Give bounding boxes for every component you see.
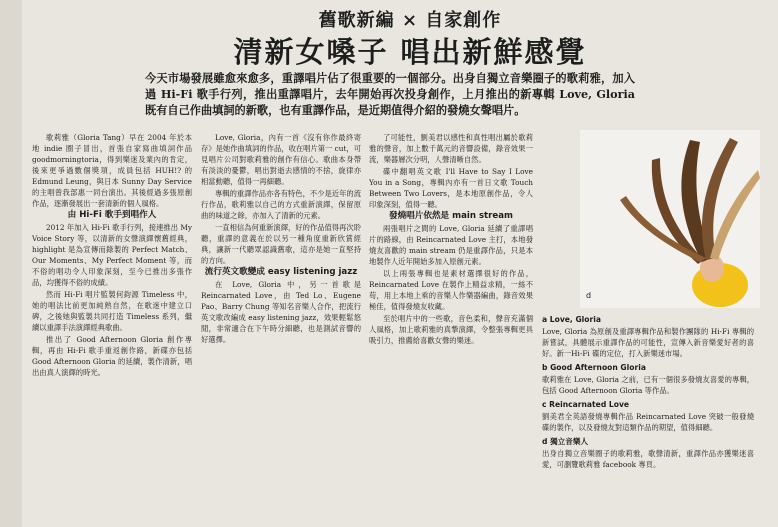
section-subheading: 由 Hi-Fi 歌手到唱作人 bbox=[67, 210, 157, 220]
caption-title: d 獨立音樂人 bbox=[542, 437, 589, 446]
paragraph: 以上兩張專輯也是素材選擇很好的作品，Reincarnated Love 在製作上精益求精，一絲不苟，用上本地上乘的音樂人作樂器編曲，錄音效果極佳，值得發燒友收藏。 bbox=[369, 269, 533, 311]
paragraph: 碟中翻唱英文歌 I'll Have to Say I Love You in a Song，專輯內亦有一首日文歌 Touch Between Two Lovers，是本地原創作品，令人印象深刻，值得一聽。 bbox=[369, 167, 533, 209]
section-subheading: 發燒唱片依然是 main stream bbox=[388, 211, 513, 221]
caption-title: c Reincarnated Love bbox=[542, 400, 630, 409]
article-kicker: 舊歌新編 × 自家創作 bbox=[318, 10, 502, 31]
caption-text: 劉美君全英語發燒專輯作品 Reincarnated Love 突破一般發燒碟的製作，以及發燒友對這類作品的期望，值得細聽。 bbox=[542, 412, 754, 432]
paragraph: 至於唱片中的一些歌，音色柔和，聲音充滿個人風格，加上歌莉雅的真摯演繹，令整張專輯更具吸引力，推薦給喜歡女聲的樂迷。 bbox=[369, 314, 533, 345]
section-subheading: 流行英文歌變成 easy listening jazz bbox=[204, 267, 358, 277]
body-column-2 bbox=[201, 132, 361, 524]
caption-title: a Love, Gloria bbox=[542, 315, 601, 324]
body-column-1 bbox=[32, 132, 192, 524]
paragraph: Love, Gloria，內有一首《沒有你作最終寄存》是她作曲填詞的作品，收在唱片第一 cut，可見唱片公司對歌莉雅的創作有信心。歌曲本身帶有淡淡的憂鬱，唱出對逝去感情的不捨，旋律亦相當動聽，值得一再細聽。 bbox=[201, 133, 361, 186]
caption-text: 出身自獨立音樂圈子的歌莉雅，歌聲清新，重譯作品亦獲樂迷喜愛，可瀏覽歌莉雅 facebook 專頁。 bbox=[542, 449, 754, 469]
paragraph: 專輯的重譯作品亦各有特色，不少是近年的流行作品，歌莉雅以自己的方式重新演繹，保留原曲的味道之餘，亦加入了清新的元素。 bbox=[201, 189, 361, 220]
caption-title: b Good Afternoon Gloria bbox=[542, 363, 646, 372]
sidebar-captions bbox=[542, 312, 754, 524]
left-page-gutter bbox=[0, 0, 22, 527]
paragraph: 2012 年加入 Hi-Fi 歌手行列，接連推出 My Voice Story 等，以清新的女聲演繹懷舊經典，highlight 是為宣傳而錄製的 Perfect Match、Our Moments、My Perfect Moment 等，而不俗的唱功令人印象深刻，至今已推出多張作品，均獲得不俗的成績。 bbox=[32, 223, 192, 287]
paragraph: 然而 Hi-Fi 唱片監製何鈞源 Timeless 中，她的唱法比前更加純熟自然，在歌迷中建立口碑，之後她與監製共同打造 Timeless 系列，繼續以重譯手法演繹經典歌曲。 bbox=[32, 290, 192, 332]
caption-text: Love, Gloria 為原創及重譯專輯作品和製作團隊的 Hi-Fi 專輯的新嘗試，具體展示重譯作品的可能性，宣傳入新音樂愛好者的喜好。新一Hi-Fi 碟的定位，打入新樂迷市場。 bbox=[542, 327, 754, 358]
paragraph: 了可能性，劉美君以感性和真性唱出屬於歌莉雅的聲音，加上數千萬元的音響設備，錄音效果一流，樂器層次分明，人聲清晰自然。 bbox=[369, 133, 533, 164]
hair-flip-photo bbox=[580, 130, 760, 308]
article-lede: 今天市場發展雖愈來愈多，重譯唱片佔了很重要的一個部分。出身自獨立音樂圈子的歌莉雅，加入過 Hi-Fi 歌手行列，推出重譯唱片，去年開始再次投身創作，上月推出的新專輯 Love, Gloria 既有自己作曲填詞的新歌，也有重譯作品，是近期值得介紹的發燒女聲唱片。 bbox=[145, 71, 635, 117]
paragraph: 推出了 Good Afternoon Gloria 創作專輯，再由 Hi-Fi 歌手重返創作路，新碟亦包括 Good Afternoon Gloria 的延續，製作清新，唱出由真人演繹的時光。 bbox=[32, 335, 192, 377]
body-column-3 bbox=[369, 132, 533, 524]
paragraph: 歌莉雅（Gloria Tang）早在 2004 年於本地 indie 圈子冒出，首張自家寫曲填詞作品 goodmorningtoria，得到樂迷及業內的肯定，後來更爭過數個獎項，成員包括 HUH!? 的 Edmund Leung，與日本 Sunny Day Service 的主唱曾我部惠一同台演出。其後經過多張原創作品，逐漸發展出一套清新的個人風格。 bbox=[32, 133, 192, 208]
paragraph: 一直相信為何重新演繹，好的作品值得再次聆聽，重譯的意義在於以另一種角度重新欣賞經典，讓新一代聽眾認識舊歌，這亦是她一直堅持的方向。 bbox=[201, 223, 361, 265]
caption-text: 歌莉雅在 Love, Gloria 之前，已有一個很多發燒友喜愛的專輯，包括 Good Afternoon Gloria 等作品。 bbox=[542, 375, 754, 395]
paragraph: 兩張唱片之間的 Love, Gloria 延續了重譯唱片的路線，由 Reincarnated Love 主打，本地發燒友喜歡的 main stream 仍是重譯作品，只是本地製作人近年開始多加入原創元素。 bbox=[369, 224, 533, 266]
artist-photo bbox=[580, 130, 760, 308]
paragraph: 在 Love, Gloria 中，另一首歌是 Reincarnated Love，由 Ted Lo、Eugene Pao、Barry Chung 等知名音樂人合作，把流行英文歌改編成 easy listening jazz，效果輕鬆悠閒，非常適合在下午時分細聽，也是測試音響的好選擇。 bbox=[201, 280, 361, 344]
photo-caption-letter: d bbox=[586, 291, 592, 300]
article-headline: 清新女嗓子 唱出新鮮感覺 bbox=[233, 35, 587, 69]
